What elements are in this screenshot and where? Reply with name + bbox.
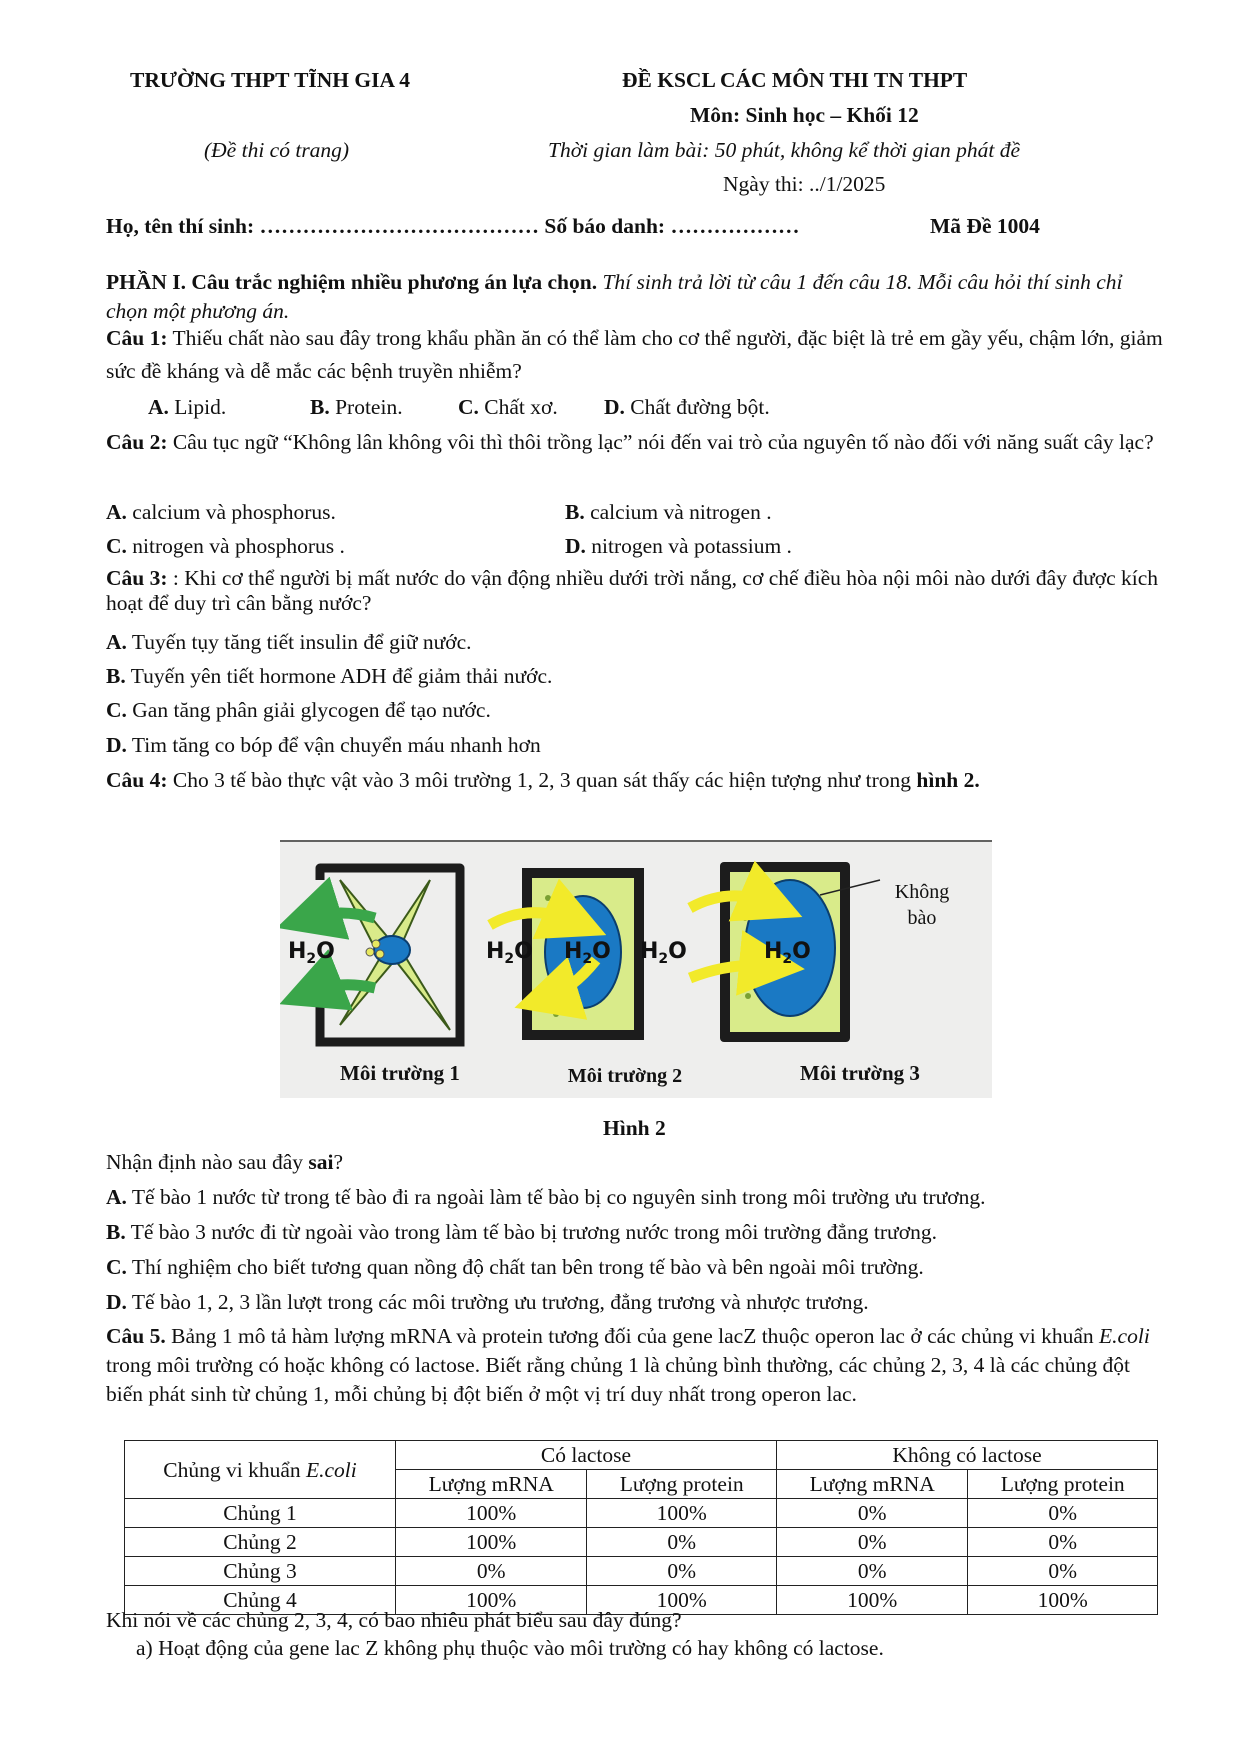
- h2o-label-3b: $H_2O$: [764, 939, 811, 967]
- th-no-lactose: Không có lactose: [776, 1441, 1157, 1470]
- cell: 100%: [396, 1528, 587, 1557]
- row-name: Chủng 4: [125, 1586, 396, 1615]
- q1-option-c: C. Chất xơ.: [458, 395, 558, 419]
- cell: 0%: [396, 1557, 587, 1586]
- q2-option-b: B. calcium và nitrogen .: [565, 500, 772, 524]
- question-1: Câu 1: Thiếu chất nào sau đây trong khẩu phần ăn có thể làm cho cơ thể người, đặc biệt là trẻ em gầy yếu, chậm lớn, giảm sức đề kháng và dễ mắc các bệnh truyền nhiễm?: [106, 326, 1163, 383]
- cell-3: [640, 862, 949, 1042]
- q4-prompt: Nhận định nào sau đây sai?: [106, 1150, 344, 1174]
- exam-title: ĐỀ KSCL CÁC MÔN THI TN THPT: [622, 68, 968, 92]
- table-row: [125, 1557, 1158, 1586]
- th-mrna: Lượng mRNA: [776, 1470, 967, 1499]
- q2-option-c: C. nitrogen và phosphorus .: [106, 534, 345, 558]
- exam-code: Mã Đề 1004: [930, 214, 1040, 238]
- pages-note: (Đề thi có trang): [204, 138, 350, 162]
- question-4: Câu 4: Cho 3 tế bào thực vật vào 3 môi trường 1, 2, 3 quan sát thấy các hiện tượng như trong hình 2.: [106, 768, 980, 792]
- h2o-label-3a: $H_2O$: [640, 939, 687, 967]
- q1-option-a: A. Lipid.: [148, 395, 227, 419]
- cell: 0%: [587, 1557, 777, 1586]
- question-5: Câu 5. Bảng 1 mô tả hàm lượng mRNA và protein tương đối của gene lacZ thuộc operon lac ở các chủng vi khuẩn E.coli trong môi trường có hoặc không có lactose. Biết rằng chủng 1 là chủng bình thường, các chủng 2, 3, 4 là các chủng đột biến phát sinh từ chủng 1, mỗi chủng bị đột biến ở một vị trí duy nhất trong operon lac.: [106, 1324, 1150, 1406]
- figure-caption: Hình 2: [603, 1116, 666, 1140]
- q5-statement-a: a) Hoạt động của gene lac Z không phụ thuộc vào môi trường có hay không có lactose.: [136, 1636, 884, 1660]
- env-label-1: Môi trường 1: [340, 1061, 460, 1085]
- cell-1: [288, 868, 460, 1042]
- part1-heading: PHẦN I. Câu trắc nghiệm nhiều phương án lựa chọn. Thí sinh trả lời từ câu 1 đến câu 18. Mỗi câu hỏi thí sinh chỉ chọn một phương án.: [106, 270, 1123, 323]
- h2o-label-2a: $H_2O$: [486, 939, 533, 967]
- cell: 100%: [968, 1586, 1158, 1615]
- row-name: Chủng 3: [125, 1557, 396, 1586]
- q3-option-d: D. Tim tăng co bóp để vận chuyển máu nhanh hơn: [106, 733, 541, 757]
- exam-date: Ngày thi: ../1/2025: [723, 172, 886, 196]
- cell: 100%: [396, 1586, 587, 1615]
- time-note: Thời gian làm bài: 50 phút, không kể thời gian phát đề: [548, 138, 1021, 162]
- cell: 0%: [968, 1499, 1158, 1528]
- env-label-2: Môi trường 2: [567, 1065, 683, 1087]
- data-table: [124, 1440, 1158, 1615]
- question-3: Câu 3: : Khi cơ thể người bị mất nước do vận động nhiều dưới trời nắng, cơ chế điều hòa nội môi nào dưới đây được kích hoạt để duy trì cân bằng nước?: [106, 566, 1159, 615]
- table-row: [125, 1528, 1158, 1557]
- th-strain: Chủng vi khuẩn E.coli: [125, 1441, 396, 1499]
- th-protein: Lượng protein: [968, 1470, 1158, 1499]
- vacuole-label-2: bào: [907, 907, 937, 929]
- question-2: Câu 2: Câu tục ngữ “Không lân không vôi thì thôi trồng lạc” nói đến vai trò của nguyên tố nào đối với năng suất cây lạc?: [106, 430, 1154, 454]
- q4-option-a: A. Tế bào 1 nước từ trong tế bào đi ra ngoài làm tế bào bị co nguyên sinh trong môi trường ưu trương.: [106, 1185, 986, 1209]
- q3-option-c: C. Gan tăng phân giải glycogen để tạo nước.: [106, 698, 491, 722]
- q4-option-b: B. Tế bào 3 nước đi từ ngoài vào trong làm tế bào bị trương nước trong môi trường đẳng trương.: [106, 1220, 937, 1244]
- q5-question: Khi nói về các chủng 2, 3, 4, có bao nhiêu phát biểu sau đây đúng?: [106, 1608, 682, 1632]
- cell: 100%: [587, 1586, 777, 1615]
- q3-option-a: A. Tuyến tụy tăng tiết insulin để giữ nước.: [106, 630, 472, 654]
- q2-option-d: D. nitrogen và potassium .: [565, 534, 792, 558]
- env-label-3: Môi trường 3: [800, 1061, 920, 1085]
- th-protein: Lượng protein: [587, 1470, 777, 1499]
- th-lactose: Có lactose: [396, 1441, 777, 1470]
- cell: 100%: [776, 1586, 967, 1615]
- cell: 0%: [587, 1528, 777, 1557]
- table-row: [125, 1499, 1158, 1528]
- q2-option-a: A. calcium và phosphorus.: [106, 500, 336, 524]
- cell: 100%: [587, 1499, 777, 1528]
- q1-option-b: B. Protein.: [310, 395, 403, 419]
- q4-option-d: D. Tế bào 1, 2, 3 lần lượt trong các môi trường ưu trương, đẳng trương và nhược trương.: [106, 1290, 869, 1314]
- subject: Môn: Sinh học – Khối 12: [690, 103, 919, 127]
- q1-option-d: D. Chất đường bột.: [604, 395, 770, 419]
- school-name: TRƯỜNG THPT TĨNH GIA 4: [130, 68, 410, 92]
- candidate-fields: Họ, tên thí sinh: ………………………………… Số báo danh: ………………: [106, 214, 800, 238]
- cell: 0%: [776, 1499, 967, 1528]
- row-name: Chủng 1: [125, 1499, 396, 1528]
- cell: 0%: [776, 1557, 967, 1586]
- h2o-label-2b: $H_2O$: [564, 939, 611, 967]
- row-name: Chủng 2: [125, 1528, 396, 1557]
- cell: 0%: [776, 1528, 967, 1557]
- cell: 100%: [396, 1499, 587, 1528]
- vacuole-label-1: Không: [894, 881, 950, 903]
- h2o-label-1: $H_2O$: [288, 939, 335, 967]
- cell-2: [486, 868, 644, 1040]
- q4-option-c: C. Thí nghiệm cho biết tương quan nồng độ chất tan bên trong tế bào và bên ngoài môi trường.: [106, 1255, 924, 1279]
- th-mrna: Lượng mRNA: [396, 1470, 587, 1499]
- q3-option-b: B. Tuyến yên tiết hormone ADH để giảm thải nước.: [106, 664, 553, 688]
- cell: 0%: [968, 1528, 1158, 1557]
- cell: 0%: [968, 1557, 1158, 1586]
- figure-plant-cells: [280, 840, 992, 1098]
